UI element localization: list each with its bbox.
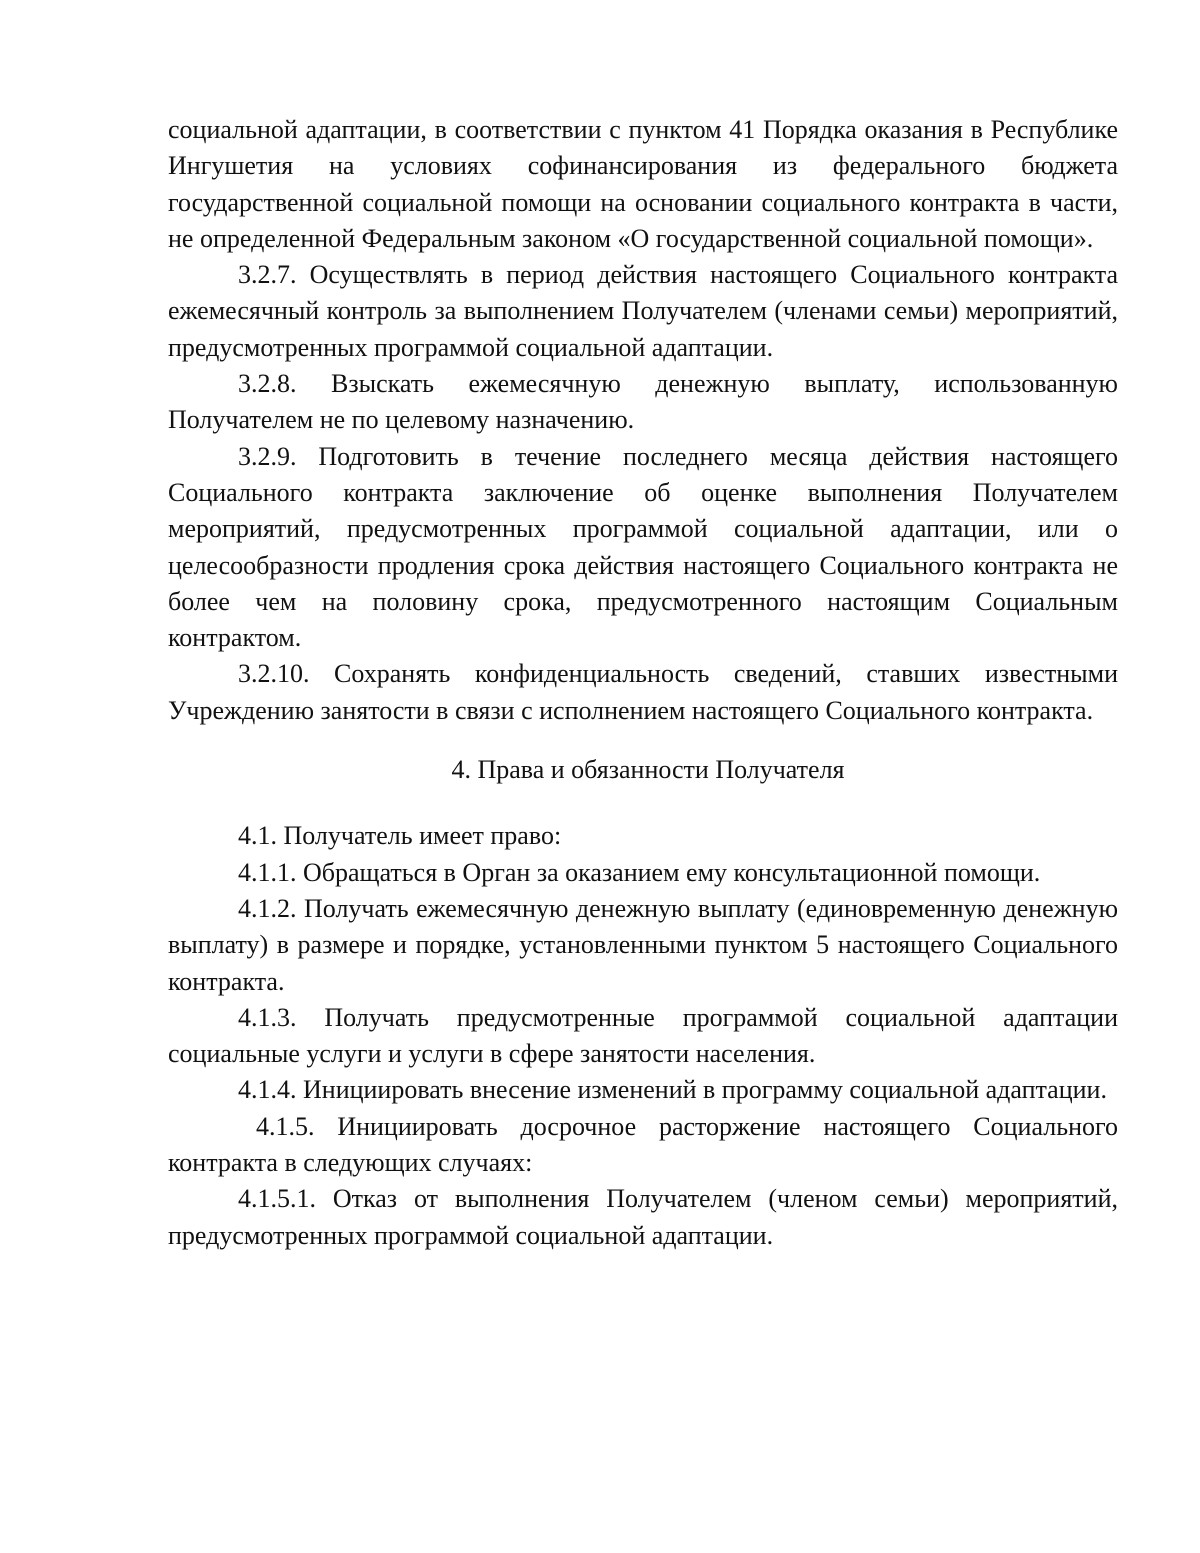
paragraph-4-1: 4.1. Получатель имеет право: xyxy=(238,821,562,851)
document-body xyxy=(168,112,1118,1254)
paragraph-4-1-4: 4.1.4. Инициировать внесение изменений в программу социальной адаптации. xyxy=(238,1075,1107,1105)
paragraph-4-1-3: 4.1.3. Получать предусмотренные программой социальной адаптации социальные услуги и услуги в сфере занятости населения. xyxy=(168,1002,1118,1069)
paragraph-continuation-3-2-6: социальной адаптации, в соответствии с пунктом 41 Порядка оказания в Республике Ингушетия на условиях софинансирования из федерального бюджета государственной социальной помощи на основании социального контракта в части, не определенной Федеральным законом «О государственной социальной помощи». xyxy=(168,115,1118,253)
paragraph-4-1-2: 4.1.2. Получать ежемесячную денежную выплату (единовременную денежную выплату) в размере и порядке, установленными пунктом 5 настоящего Социального контракта. xyxy=(168,893,1118,996)
paragraph-3-2-7: 3.2.7. Осуществлять в период действия настоящего Социального контракта ежемесячный контроль за выполнением Получателем (членами семьи) мероприятий, предусмотренных программой социальной адаптации. xyxy=(168,260,1118,362)
paragraph-3-2-9: 3.2.9. Подготовить в течение последнего месяца действия настоящего Социального контракта заключение об оценке выполнения Получателем мероприятий, предусмотренных программой социальной адаптации, или о целесообразности продления срока действия настоящего Социального контракта не более чем на половину срока, предусмотренного настоящим Социальным контрактом. xyxy=(168,441,1118,653)
paragraph-4-1-5: 4.1.5. Инициировать досрочное расторжение настоящего Социального контракта в следующих случаях: xyxy=(168,1111,1118,1178)
paragraph-3-2-8: 3.2.8. Взыскать ежемесячную денежную выплату, использованную Получателем не по целевому назначению. xyxy=(168,369,1118,435)
paragraph-4-1-5-1: 4.1.5.1. Отказ от выполнения Получателем (членом семьи) мероприятий, предусмотренных программой социальной адаптации. xyxy=(168,1184,1118,1250)
paragraph-4-1-1: 4.1.1. Обращаться в Орган за оказанием ему консультационной помощи. xyxy=(238,857,1041,887)
section-4-heading: 4. Права и обязанности Получателя xyxy=(451,755,845,785)
paragraph-3-2-10: 3.2.10. Сохранять конфиденциальность сведений, ставших известными Учреждению занятости в связи с исполнением настоящего Социального контракта. xyxy=(168,659,1118,725)
